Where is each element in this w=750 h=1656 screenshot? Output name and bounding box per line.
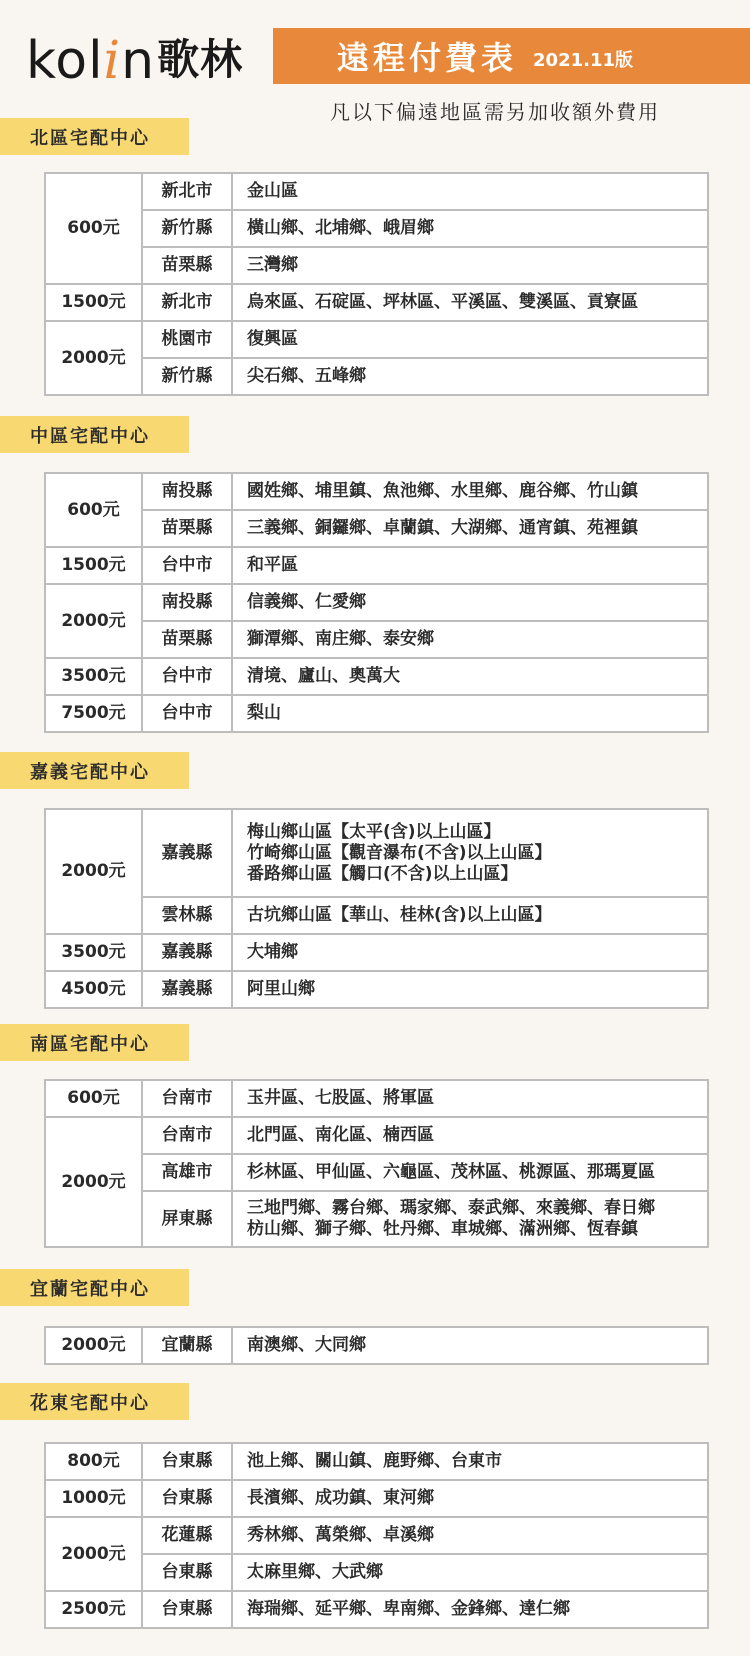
county-cell: 台東縣	[142, 1591, 232, 1628]
area-line: 三灣鄉	[247, 255, 298, 275]
table-row	[45, 584, 708, 621]
areas-cell	[232, 247, 708, 284]
county-cell: 高雄市	[142, 1154, 232, 1191]
table-row	[45, 1517, 708, 1554]
fee-table	[44, 172, 709, 396]
county-cell: 苗栗縣	[142, 621, 232, 658]
area-line: 玉井區、七股區、將軍區	[247, 1088, 434, 1108]
county-cell: 新竹縣	[142, 210, 232, 247]
table-row	[45, 1591, 708, 1628]
kolin-logo: kolin歌林	[26, 31, 244, 91]
county-cell: 苗栗縣	[142, 510, 232, 547]
price-cell: 1500元	[45, 547, 142, 584]
price-cell: 2000元	[45, 1517, 142, 1591]
areas-cell	[232, 1517, 708, 1554]
areas-cell	[232, 1327, 708, 1364]
areas-cell	[232, 658, 708, 695]
table-row	[45, 695, 708, 732]
area-line: 古坑鄉山區【華山、桂林(含)以上山區】	[247, 905, 552, 925]
section-tag: 北區宅配中心	[0, 118, 189, 155]
table-row	[45, 284, 708, 321]
areas-cell	[232, 1480, 708, 1517]
county-cell: 台東縣	[142, 1554, 232, 1591]
price-cell: 2000元	[45, 584, 142, 658]
area-line: 國姓鄉、埔里鎮、魚池鄉、水里鄉、鹿谷鄉、竹山鎮	[247, 481, 638, 501]
price-cell: 1000元	[45, 1480, 142, 1517]
county-cell: 南投縣	[142, 473, 232, 510]
fee-table	[44, 1326, 709, 1365]
area-line: 秀林鄉、萬榮鄉、卓溪鄉	[247, 1525, 434, 1545]
table-row	[45, 934, 708, 971]
fee-table	[44, 1079, 709, 1248]
area-line: 信義鄉、仁愛鄉	[247, 592, 366, 612]
county-cell: 台中市	[142, 547, 232, 584]
table-row	[45, 1554, 708, 1591]
areas-cell	[232, 1591, 708, 1628]
area-line: 南澳鄉、大同鄉	[247, 1335, 366, 1355]
county-cell: 宜蘭縣	[142, 1327, 232, 1364]
county-cell: 新竹縣	[142, 358, 232, 395]
table-row	[45, 658, 708, 695]
areas-cell	[232, 1154, 708, 1191]
price-cell: 7500元	[45, 695, 142, 732]
county-cell: 台東縣	[142, 1480, 232, 1517]
area-line: 大埔鄉	[247, 942, 298, 962]
areas-cell	[232, 809, 708, 897]
areas-cell	[232, 971, 708, 1008]
county-cell: 花蓮縣	[142, 1517, 232, 1554]
areas-cell	[232, 321, 708, 358]
section-tag: 花東宅配中心	[0, 1383, 189, 1420]
area-line: 尖石鄉、五峰鄉	[247, 366, 366, 386]
areas-cell	[232, 1191, 708, 1247]
fee-table	[44, 1442, 709, 1629]
areas-cell	[232, 621, 708, 658]
area-line: 橫山鄉、北埔鄉、峨眉鄉	[247, 218, 434, 238]
table-row	[45, 247, 708, 284]
county-cell: 嘉義縣	[142, 971, 232, 1008]
areas-cell	[232, 358, 708, 395]
areas-cell	[232, 473, 708, 510]
table-row	[45, 173, 708, 210]
price-cell: 600元	[45, 473, 142, 547]
price-cell: 600元	[45, 1080, 142, 1117]
area-line: 烏來區、石碇區、坪林區、平溪區、雙溪區、貢寮區	[247, 292, 638, 312]
table-row	[45, 547, 708, 584]
areas-cell	[232, 1117, 708, 1154]
area-line: 三義鄉、銅鑼鄉、卓蘭鎮、大湖鄉、通宵鎮、苑裡鎮	[247, 518, 638, 538]
area-line: 梨山	[247, 703, 281, 723]
price-cell: 2500元	[45, 1591, 142, 1628]
price-cell: 3500元	[45, 658, 142, 695]
section-tag: 中區宅配中心	[0, 416, 189, 453]
table-row	[45, 971, 708, 1008]
page-header	[0, 0, 750, 130]
section-tag: 嘉義宅配中心	[0, 752, 189, 789]
table-row	[45, 321, 708, 358]
price-cell: 600元	[45, 173, 142, 284]
areas-cell	[232, 934, 708, 971]
table-row	[45, 1443, 708, 1480]
table-row	[45, 473, 708, 510]
areas-cell	[232, 547, 708, 584]
county-cell: 台中市	[142, 695, 232, 732]
county-cell: 苗栗縣	[142, 247, 232, 284]
area-line: 金山區	[247, 181, 298, 201]
table-row	[45, 1480, 708, 1517]
table-row	[45, 510, 708, 547]
areas-cell	[232, 1080, 708, 1117]
area-line: 清境、廬山、奧萬大	[247, 666, 400, 686]
fee-table	[44, 808, 709, 1009]
county-cell: 台南市	[142, 1117, 232, 1154]
area-line: 番路鄉山區【觸口(不含)以上山區】	[247, 863, 518, 884]
area-line: 太麻里鄉、大武鄉	[247, 1562, 383, 1582]
area-line: 北門區、南化區、楠西區	[247, 1125, 434, 1145]
areas-cell	[232, 1443, 708, 1480]
table-row	[45, 1327, 708, 1364]
table-row	[45, 621, 708, 658]
page-subtitle: 凡以下偏遠地區需另加收額外費用	[330, 100, 660, 124]
area-line: 長濱鄉、成功鎮、東河鄉	[247, 1488, 434, 1508]
table-row	[45, 897, 708, 934]
section-tag: 南區宅配中心	[0, 1024, 189, 1061]
areas-cell	[232, 284, 708, 321]
section-tag: 宜蘭宅配中心	[0, 1269, 189, 1306]
county-cell: 台南市	[142, 1080, 232, 1117]
county-cell: 新北市	[142, 173, 232, 210]
table-row	[45, 210, 708, 247]
areas-cell	[232, 173, 708, 210]
price-cell: 3500元	[45, 934, 142, 971]
area-line: 海瑞鄉、延平鄉、卑南鄉、金鋒鄉、達仁鄉	[247, 1599, 570, 1619]
area-line: 阿里山鄉	[247, 979, 315, 999]
county-cell: 屏東縣	[142, 1191, 232, 1247]
county-cell: 南投縣	[142, 584, 232, 621]
county-cell: 嘉義縣	[142, 809, 232, 897]
page-title: 遠程付費表	[337, 39, 518, 77]
price-cell: 4500元	[45, 971, 142, 1008]
table-row	[45, 1191, 708, 1247]
areas-cell	[232, 695, 708, 732]
areas-cell	[232, 510, 708, 547]
area-line: 梅山鄉山區【太平(含)以上山區】	[247, 821, 501, 842]
area-line: 獅潭鄉、南庄鄉、泰安鄉	[247, 629, 434, 649]
area-line: 竹崎鄉山區【觀音瀑布(不含)以上山區】	[247, 842, 552, 863]
areas-cell	[232, 210, 708, 247]
title-banner	[273, 28, 750, 84]
area-line: 三地門鄉、霧台鄉、瑪家鄉、泰武鄉、來義鄉、春日鄉	[247, 1198, 655, 1218]
area-line: 和平區	[247, 555, 298, 575]
county-cell: 台中市	[142, 658, 232, 695]
area-line: 枋山鄉、獅子鄉、牡丹鄉、車城鄉、滿洲鄉、恆春鎮	[247, 1219, 638, 1239]
table-row	[45, 809, 708, 897]
price-cell: 2000元	[45, 1117, 142, 1247]
county-cell: 台東縣	[142, 1443, 232, 1480]
price-cell: 2000元	[45, 1327, 142, 1364]
areas-cell	[232, 897, 708, 934]
price-cell: 2000元	[45, 809, 142, 934]
county-cell: 桃園市	[142, 321, 232, 358]
area-line: 池上鄉、關山鎮、鹿野鄉、台東市	[247, 1451, 502, 1471]
areas-cell	[232, 584, 708, 621]
county-cell: 嘉義縣	[142, 934, 232, 971]
price-cell: 800元	[45, 1443, 142, 1480]
areas-cell	[232, 1554, 708, 1591]
county-cell: 新北市	[142, 284, 232, 321]
table-row	[45, 358, 708, 395]
table-row	[45, 1117, 708, 1154]
fee-table	[44, 472, 709, 733]
price-cell: 1500元	[45, 284, 142, 321]
area-line: 復興區	[247, 329, 298, 349]
county-cell: 雲林縣	[142, 897, 232, 934]
price-cell: 2000元	[45, 321, 142, 395]
area-line: 杉林區、甲仙區、六龜區、茂林區、桃源區、那瑪夏區	[247, 1162, 655, 1182]
version-label: 2021.11版	[533, 50, 633, 71]
table-row	[45, 1154, 708, 1191]
table-row	[45, 1080, 708, 1117]
